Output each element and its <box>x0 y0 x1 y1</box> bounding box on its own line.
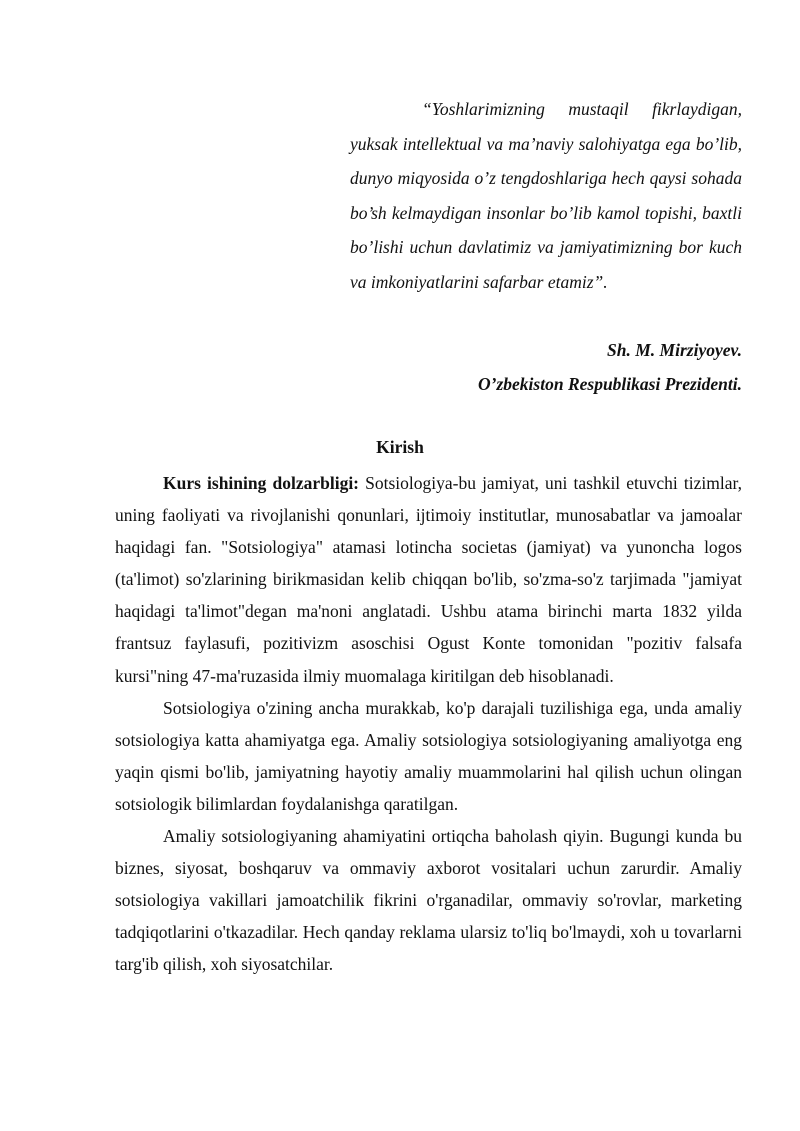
lead-label: Kurs ishining dolzarbligi: <box>163 473 360 493</box>
epigraph-author-title: O’zbekiston Respublikasi Prezidenti. <box>478 374 742 394</box>
body-paragraph <box>115 467 742 692</box>
section-body <box>115 467 742 981</box>
epigraph-author: Sh. M. Mirziyoyev. <box>607 340 742 360</box>
body-paragraph: Amaliy sotsiologiyaning ahamiyatini ortiqcha baholash qiyin. Bugungi kunda bu biznes, siyosat, boshqaruv va ommaviy axborot vositalari uchun zarurdir. Amaliy sotsiologiya vakillari jamoatchilik fikrini o'rganadilar, ommaviy so'rovlar, marketing tadqiqotlarini o'tkazadilar. Hech qanday reklama ularsiz to'liq bo'lmaydi, xoh u tovarlarni targ'ib qilish, xoh siyosatchilar. <box>115 826 742 975</box>
epigraph-quote: “Yoshlarimizning mustaqil fikrlaydigan, yuksak intellektual va ma’naviy salohiyatga ega bo’lib, dunyo miqyosida o’z tengdoshlariga hech qaysi sohada bo’sh kelmaydigan insonlar bo’lib kamol topishi, baxtli bo’lishi uchun davlatimiz va jamiyatimizning bor kuch va imkoniyatlarini safarbar etamiz”. <box>350 99 742 292</box>
section-heading: Kirish <box>376 437 424 457</box>
paragraph-text: Sotsiologiya-bu jamiyat, uni tashkil etuvchi tizimlar, uning faoliyati va rivojlanishi qonunlari, ijtimoiy institutlar, munosabatlar va jamoalar haqidagi fan. "Sotsiologiya" atamasi lotincha societas (jamiyat) va yunoncha logos (ta'limot) so'zlarining birikmasidan kelib chiqqan bo'lib, so'zma-so'z tarjimada "jamiyat haqidagi ta'limot"degan ma'noni anglatadi. Ushbu atama birinchi marta 1832 yilda frantsuz faylasufi, pozitivizm asoschisi Ogust Konte tomonidan "pozitiv falsafa kursi"ning 47-ma'ruzasida ilmiy muomalaga kiritilgan deb hisoblanadi. <box>115 473 742 686</box>
body-paragraph: Sotsiologiya o'zining ancha murakkab, ko'p darajali tuzilishiga ega, unda amaliy sotsiologiya katta ahamiyatga ega. Amaliy sotsiologiya sotsiologiyaning amaliyotga eng yaqin qismi bo'lib, jamiyatning hayotiy amaliy muammolarini hal qilish uchun olingan sotsiologik bilimlardan foydalanishga qaratilgan. <box>115 697 742 814</box>
